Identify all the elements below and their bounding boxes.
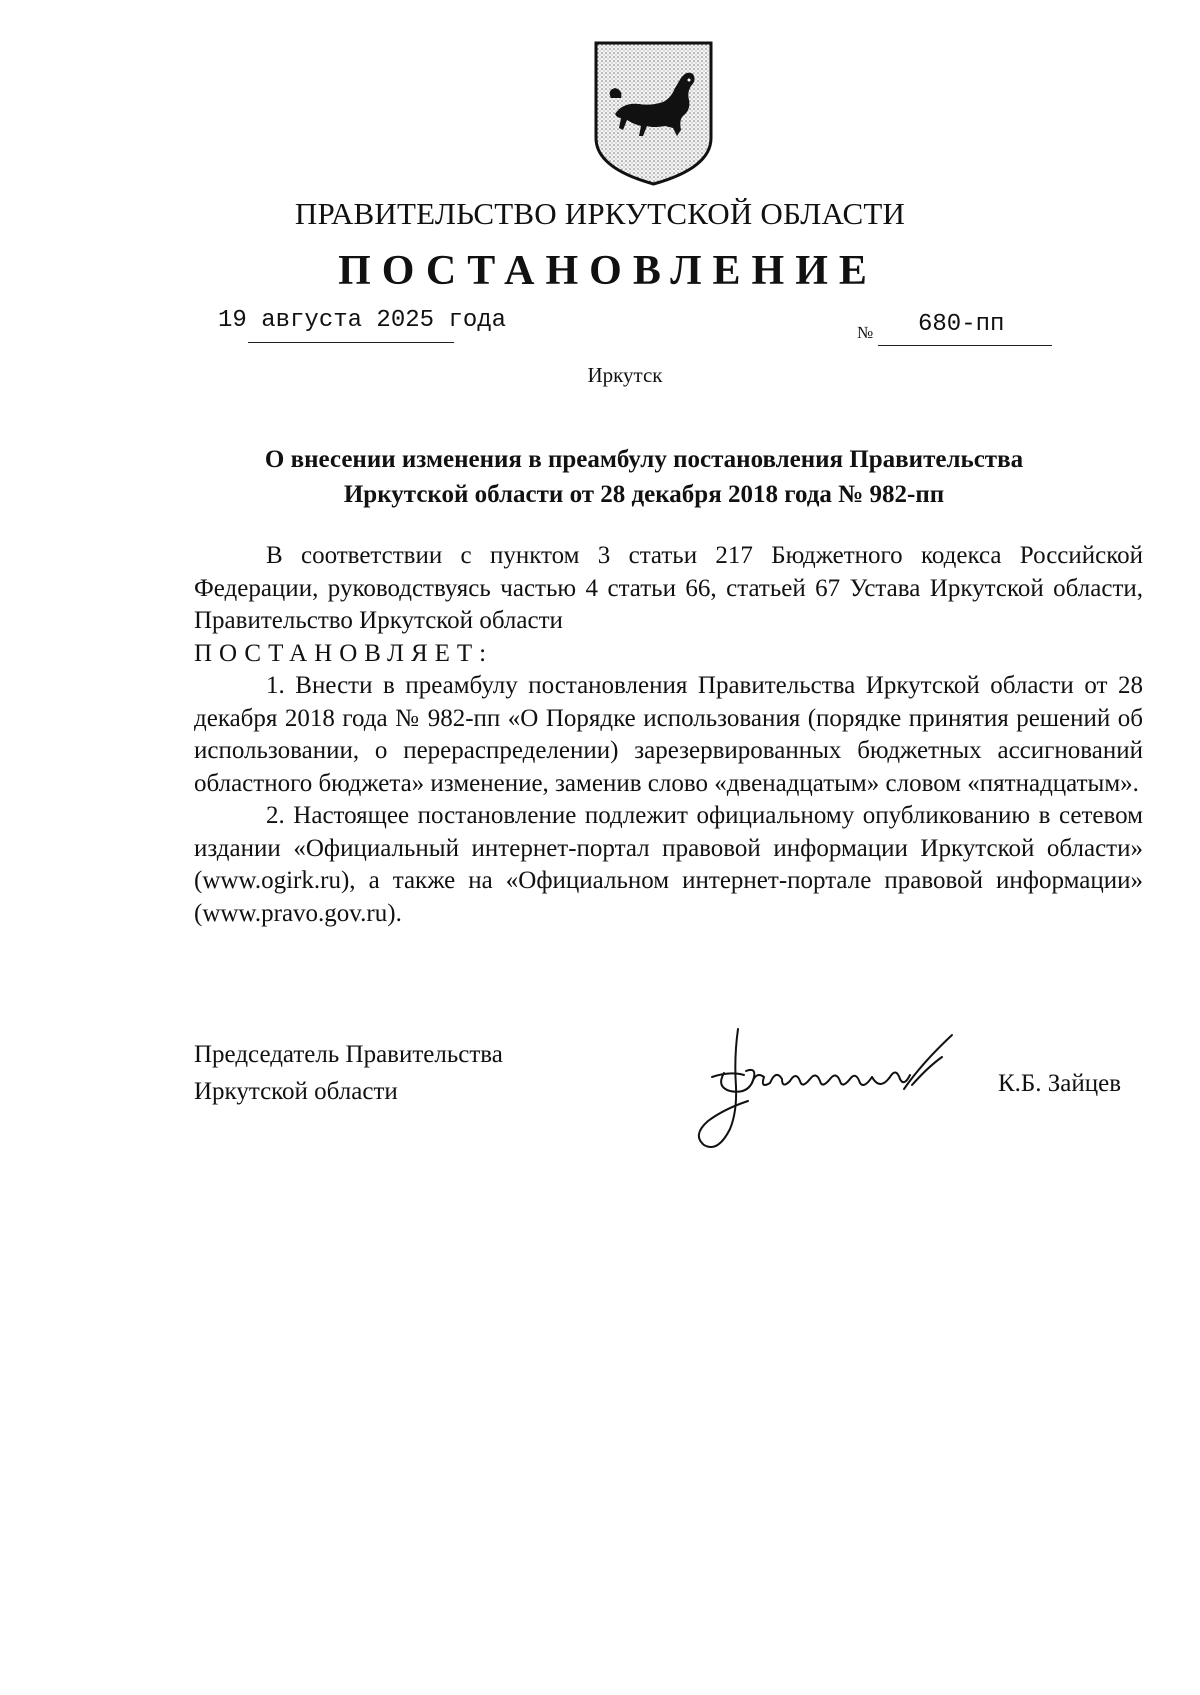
signatory-position	[194, 1036, 503, 1110]
document-title	[190, 442, 1098, 512]
number-sign: №	[857, 323, 874, 342]
preamble-paragraph: В соответствии с пунктом 3 статьи 217 Бюджетного кодекса Российской Федерации, руководствуясь частью 4 статьи 66, статьей 67 Устава Иркутской области, Правительство Иркутской области	[194, 542, 1143, 634]
position-line-1: Председатель Правительства	[194, 1041, 503, 1068]
item-2-paragraph: 2. Настоящее постановление подлежит официальному опубликованию в сетевом издании «Официальный интернет-портал правовой информации Иркутской области» (www.ogirk.ru), а также на «Официальном интернет-портале правовой информации» (www.pravo.gov.ru).	[194, 802, 1143, 927]
document-number: 680-пп	[918, 311, 1005, 338]
coat-of-arms-icon	[593, 40, 714, 187]
city: Иркутск	[587, 363, 663, 387]
organization-name: ПРАВИТЕЛЬСТВО ИРКУТСКОЙ ОБЛАСТИ	[294, 196, 906, 231]
number-underline	[878, 345, 1052, 346]
document-date: 19 августа 2025 года	[218, 307, 507, 334]
date-underline	[248, 342, 454, 343]
position-line-2: Иркутской области	[194, 1078, 398, 1105]
document-body	[194, 540, 1143, 930]
decree-word: ПОСТАНОВЛЯЕТ:	[194, 639, 494, 667]
handwritten-signature-icon	[690, 1017, 990, 1157]
signatory-name: К.Б. Зайцев	[998, 1070, 1122, 1097]
document-type: ПОСТАНОВЛЕНИЕ	[338, 248, 878, 294]
title-line-2: Иркутской области от 28 декабря 2018 года № 982-пп	[343, 481, 945, 508]
title-line-1: О внесении изменения в преамбулу постановления Правительства	[264, 446, 1024, 473]
item-1-paragraph: 1. Внести в преамбулу постановления Правительства Иркутской области от 28 декабря 2018 года № 982-пп «О Порядке использования (порядке принятия решений об использовании, о перераспределении) зарезервированных бюджетных ассигнований областного бюджета» изменение, заменив слово «двенадцатым» словом «пятнадцатым».	[194, 672, 1143, 797]
